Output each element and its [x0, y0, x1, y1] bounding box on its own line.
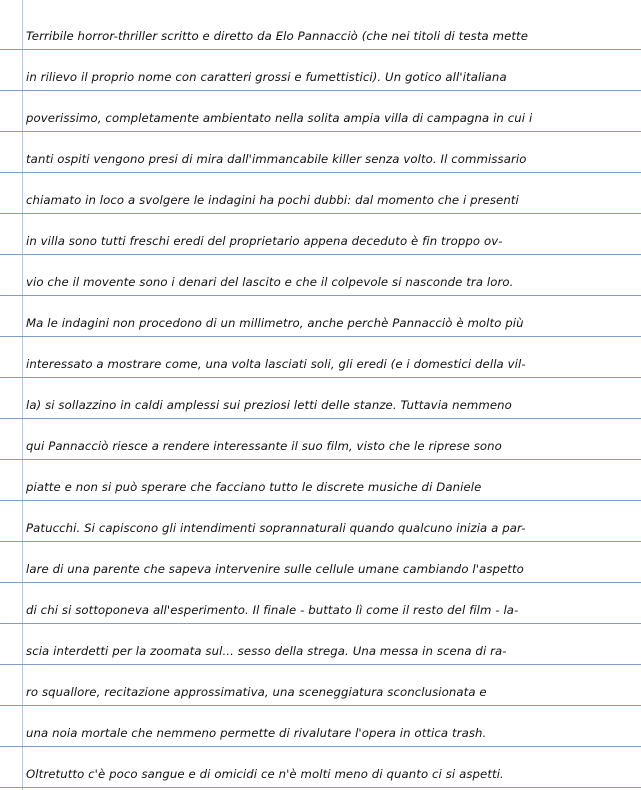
text-line: ro squallore, recitazione approssimativa, una sceneggiatura sconclusionata e [26, 685, 487, 699]
text-line: di chi si sottoponeva all'esperimento. Il finale - buttato lì come il resto del film - la- [26, 603, 519, 617]
text-line: lare di una parente che sapeva intervenire sulle cellule umane cambiando l'aspetto [26, 562, 524, 576]
text-line: Terribile horror-thriller scritto e diretto da Elo Pannacciò (che nei titoli di testa mette [26, 29, 529, 43]
text-line: scia interdetti per la zoomata sul... sesso della strega. Una messa in scena di ra- [26, 644, 507, 658]
text-line: Ma le indagini non procedono di un millimetro, anche perchè Pannacciò è molto più [26, 316, 524, 330]
text-line: qui Pannacciò riesce a rendere interessante il suo film, visto che le riprese sono [26, 439, 502, 453]
text-line: una noia mortale che nemmeno permette di rivalutare l'opera in ottica trash. [26, 726, 487, 740]
text-line: chiamato in loco a svolgere le indagini ha pochi dubbi: dal momento che i presenti [26, 193, 519, 207]
text-line: piatte e non si può sperare che facciano tutto le discrete musiche di Daniele [26, 480, 482, 494]
text-line: vio che il movente sono i denari del lascito e che il colpevole si nasconde tra loro. [26, 275, 514, 289]
text-line: Oltretutto c'è poco sangue e di omicidi ce n'è molti meno di quanto ci si aspetti. [26, 767, 504, 781]
text-line: in villa sono tutti freschi eredi del proprietario appena deceduto è fin troppo ov- [26, 234, 503, 248]
text-line: interessato a mostrare come, una volta lasciati soli, gli eredi (e i domestici della vil- [26, 357, 526, 371]
text-line: la) si sollazzino in caldi amplessi sui preziosi letti delle stanze. Tuttavia nemmeno [26, 398, 512, 412]
text-line: Patucchi. Si capiscono gli intendimenti soprannaturali quando qualcuno inizia a par- [26, 521, 526, 535]
text-line: in rilievo il proprio nome con caratteri grossi e fumettistici). Un gotico all'italiana [26, 70, 507, 84]
margin-line [22, 0, 23, 790]
text-line: tanti ospiti vengono presi di mira dall'immancabile killer senza volto. Il commissario [26, 152, 527, 166]
text-line: poverissimo, completamente ambientato nella solita ampia villa di campagna in cui i [26, 111, 533, 125]
